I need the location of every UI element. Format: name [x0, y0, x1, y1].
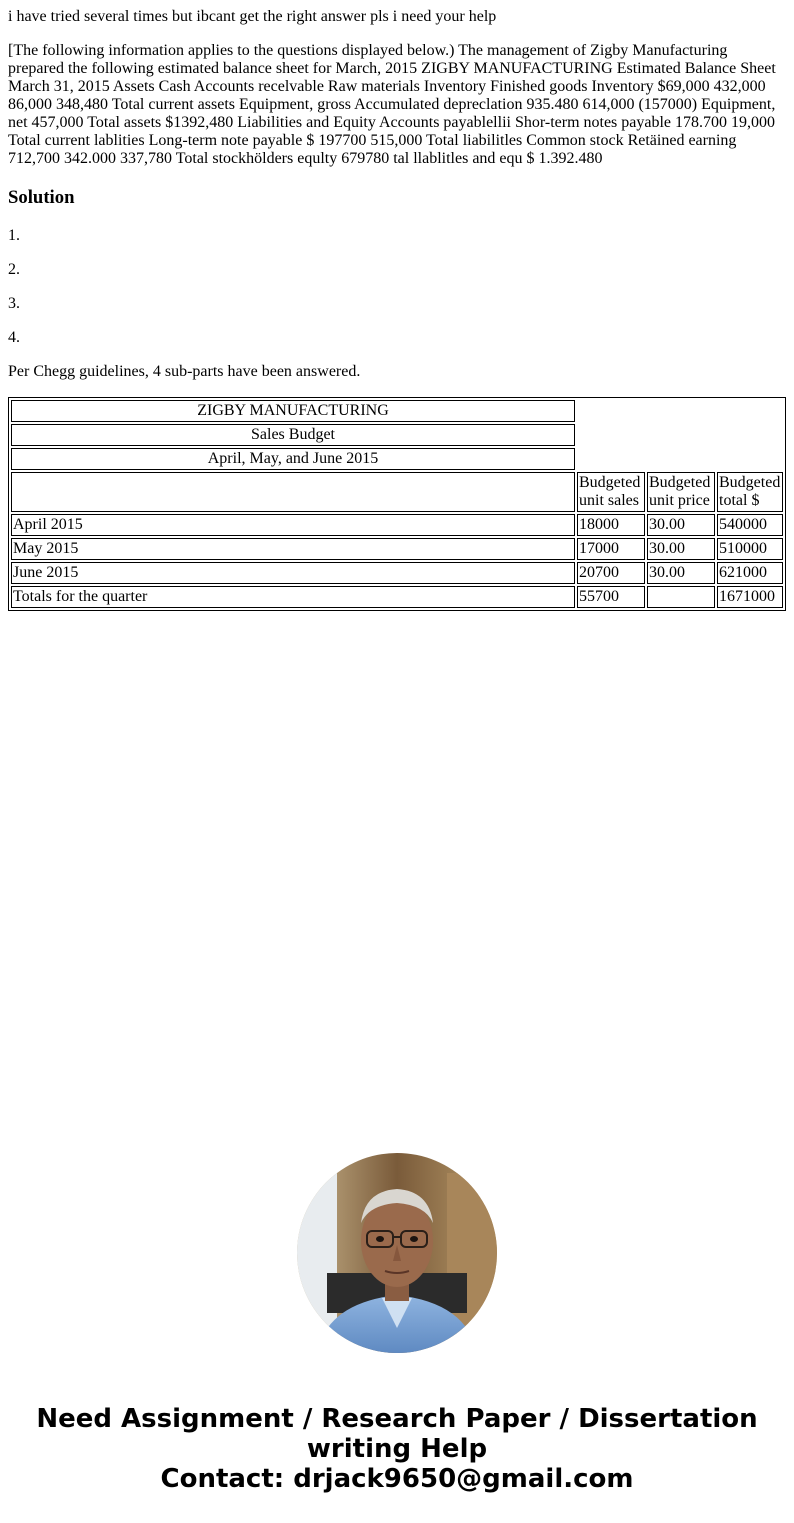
solution-step-1: 1.	[8, 227, 20, 244]
solution-step-2: 2.	[8, 261, 20, 278]
header-unit-price: Budgeted unit price	[647, 472, 715, 512]
row-units: 20700	[577, 562, 645, 584]
row-price: 30.00	[647, 538, 715, 560]
table-header-blank	[11, 472, 575, 512]
row-units: 18000	[577, 514, 645, 536]
table-row	[11, 514, 783, 536]
row-label: Totals for the quarter	[11, 586, 575, 608]
row-total: 510000	[717, 538, 783, 560]
solution-step-4: 4.	[8, 329, 20, 346]
tutor-avatar	[297, 1153, 497, 1353]
row-price: 30.00	[647, 514, 715, 536]
promo-line-2: writing Help	[306, 1434, 488, 1464]
avatar-portrait-image	[297, 1153, 497, 1353]
table-blank-area	[577, 400, 783, 470]
row-units: 17000	[577, 538, 645, 560]
row-label: April 2015	[11, 514, 575, 536]
question-text: i have tried several times but ibcant get the right answer pls i need your help	[8, 8, 497, 25]
table-title-cell: Sales Budget	[11, 424, 575, 446]
header-total: Budgeted total $	[717, 472, 783, 512]
row-price: 30.00	[647, 562, 715, 584]
question-info: [The following information applies to the questions displayed below.) The management of Zigby Manufacturing prepared the following estimated balance sheet for March, 2015 ZIGBY MANUFACTURING Estimated Balance Sheet March 31, 2015 Assets Cash Accounts recelvable Raw materials Inventory Finished goods Inventory $69,000 432,000 86,000 348,480 Total current assets Equipment, gross Accumulated depreclation 935.480 614,000 (157000) Equipment, net 457,000 Total assets $1392,480 Liabilities and Equity Accounts payablellii Shor-term notes payable 178.700 19,000 Total current lablities Long-term note payable $ 197700 515,000 Total liabilitles Common stock Retäined earning 712,700 342.000 337,780 Total stockhölders equlty 679780 tal llablitles and equ $ 1.392.480	[8, 42, 776, 167]
row-price	[647, 586, 715, 608]
row-total: 621000	[717, 562, 783, 584]
promo-contact: Contact: drjack9650@gmail.com	[160, 1464, 634, 1494]
table-row	[11, 400, 783, 422]
row-total: 540000	[717, 514, 783, 536]
table-header-row	[11, 472, 783, 512]
row-label: June 2015	[11, 562, 575, 584]
table-row	[11, 538, 783, 560]
row-units: 55700	[577, 586, 645, 608]
promo-line-1: Need Assignment / Research Paper / Dissertation	[36, 1404, 758, 1434]
guideline-note: Per Chegg guidelines, 4 sub-parts have been answered.	[8, 363, 361, 380]
row-label: May 2015	[11, 538, 575, 560]
row-total: 1671000	[717, 586, 783, 608]
sales-budget-table	[8, 397, 786, 611]
table-company-cell: ZIGBY MANUFACTURING	[11, 400, 575, 422]
table-row	[11, 586, 783, 608]
solution-step-3: 3.	[8, 295, 20, 312]
header-unit-sales: Budgeted unit sales	[577, 472, 645, 512]
promo-banner	[0, 1404, 794, 1494]
solution-heading: Solution	[8, 187, 75, 208]
table-row	[11, 562, 783, 584]
table-period-cell: April, May, and June 2015	[11, 448, 575, 470]
